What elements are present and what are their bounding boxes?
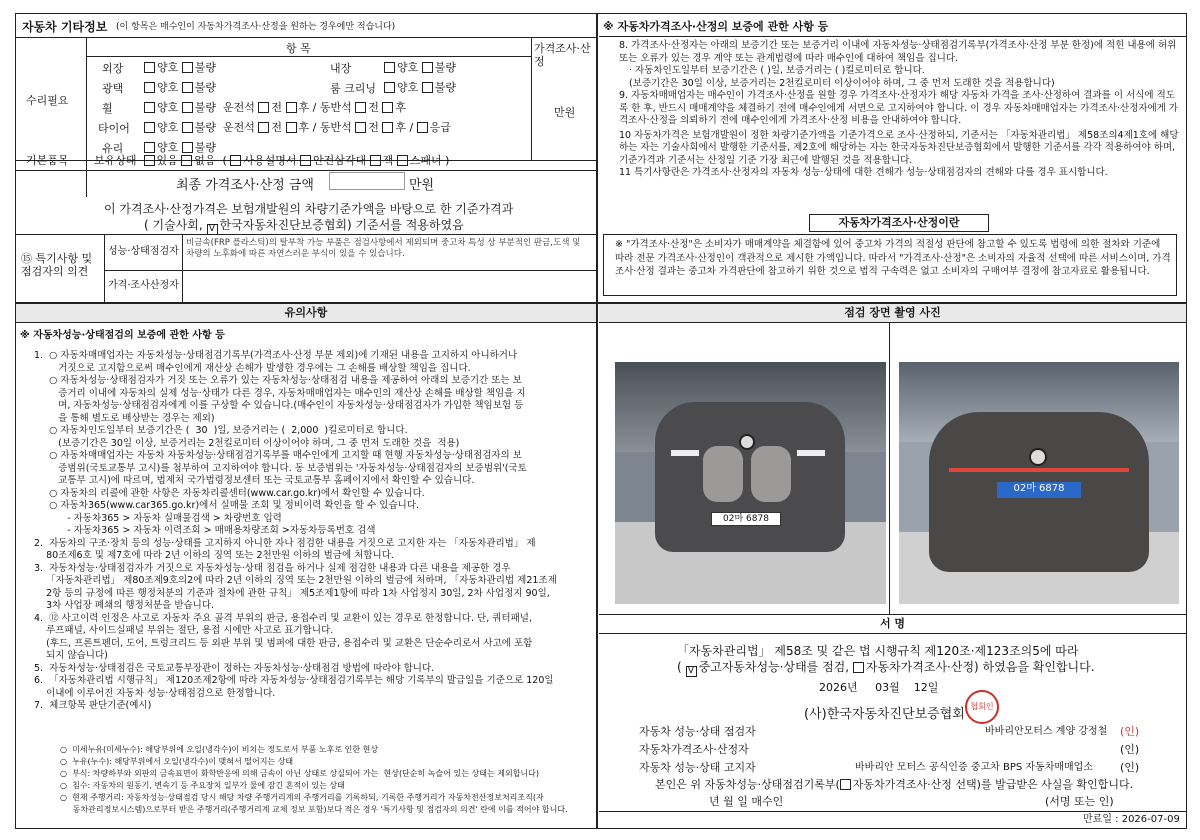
notice-line: - 자동차365 > 자동차 이력조회 > 매매용차량조회 >자동차등록번호 검색 bbox=[34, 525, 376, 536]
notice-line: (후드, 프론트펜더, 도어, 트렁크리드 등 외판 부위 및 범퍼에 대한 판금, 용접수리 및 교환은 단순수리로서 사고에 포함 bbox=[34, 637, 533, 649]
notice-line: ○ 자동차인도일부터 보증기간은 ( 30 )일, 보증거리는 ( 2,000 )킬로미터로 합니다. bbox=[34, 425, 408, 436]
misc-title: 자동차 기타정보 bbox=[22, 20, 108, 34]
border-right bbox=[1186, 13, 1187, 829]
gloss-options[interactable]: 양호 불량 bbox=[144, 81, 216, 94]
final-price-input[interactable] bbox=[329, 172, 405, 190]
org-stamp: 협회인 bbox=[965, 690, 999, 724]
row-notifier-value: 바바리안 모터스 공식인증 중고차 BPS 자동차매매업소 bbox=[855, 762, 1093, 773]
row-inspector-value: 바바리안모터스 계양 강정철 bbox=[985, 726, 1108, 737]
notice-line: 이내에 이루어진 자동차 성능·상태점검으로 한정합니다. bbox=[34, 687, 276, 699]
final-price-unit: 만원 bbox=[409, 178, 435, 193]
notice-line: 거짓으로 고지함으로써 매수인에게 재산상 손해가 발생한 경우에는 그 손해를 배상할 책임을 집니다. bbox=[34, 362, 471, 374]
signature-section bbox=[599, 614, 1186, 828]
org-name: (사)한국자동차진단보증협회 bbox=[804, 707, 965, 722]
col-item-header: 항 목 bbox=[286, 42, 311, 55]
row-gloss: 광택 양호 불량 룸 크리닝 양호 불량 bbox=[102, 81, 457, 95]
row-notifier-label: 자동차 성능·상태 고지자 bbox=[639, 761, 756, 774]
definition-title: 자동차가격조사·산정이란 bbox=[809, 214, 989, 232]
misc-title-note: (이 항목은 매수인이 자동차가격조사·산정을 원하는 경우에만 적습니다) bbox=[116, 22, 396, 32]
col-price-header: 가격조사·산정 bbox=[534, 42, 591, 68]
final-price-label: 최종 가격조사·산정 금액 bbox=[176, 178, 314, 193]
notice-line: 6. 「자동차관리법 시행규칙」 제120조제2항에 따라 자동차성능·상태점검기록부는 해당 기록부의 발급일을 기준으로 120일 bbox=[34, 675, 554, 686]
notice-line: 증범위(국토교통부 고시)를 첨부하여 고지하여야 합니다. 동 보증범위는 '자동차성능·상태점검자의 보증범위'(국토 bbox=[34, 462, 527, 474]
row-inspector-seal: (인) bbox=[1120, 725, 1140, 738]
glass-options[interactable]: 양호 불량 bbox=[144, 141, 216, 154]
front-plate: 02마 6878 bbox=[711, 512, 781, 526]
row-pricer-seal: (인) bbox=[1120, 743, 1140, 756]
row-wheel: 휠 양호 불량 운전석 전 후 / 동반석 전 후 bbox=[102, 101, 406, 115]
row-pricer-label: 자동차가격조사·산정자 bbox=[639, 743, 749, 756]
notice-line: ○ 자동차성능·상태점검자가 거짓 또는 오류가 있는 자동차성능·상태점검 내용을 제공하여 아래의 보증기간 또는 보 bbox=[34, 375, 522, 386]
notice-line: 1. ○ 자동차매매업자는 자동차성능·상태점검기록부(가격조사·산정 부분 제외)에 기재된 내용을 고지하지 아니하거나 bbox=[34, 350, 518, 361]
notice-line: ○ 자동차매매업자는 자동차 자동차성능·상태점검기록부를 매수인에게 고지할 때 현행 자동차성능·상태점검자의 보 bbox=[34, 450, 522, 461]
price-warranty-items: 8. 가격조사·산정자는 아래의 보증기간 또는 보증거리 이내에 자동차성능·상태점검기록부(가격조사·산정 부분 한정)에 적힌 내용에 허위 또는 오류가 있는 경우 계약 또는 관계법령에 따라 매수인에 대하여 책임을 집니다. · 자동차인도일부터 보증기간은 ( )일, 보증거리는 ( )킬로미터로 합니다. (보증기간은 30일 이상, 보증거리는 2천킬로미터 이상이어야 하며, 그 중 먼저 도래한 것을 적용합니다) 9. 자동차매매업자는 매수인이 가격조사·산정을 원할 경우 가격조사·산정자가 해당 자동차 가격을 조사·산정하여 결과를 이 서식에 적도록 한 후, 반드시 매매계약을 체결하기 전에 매수인에게 서면으로 고지하여야 합니다. 이 경우 자동차매매업자는 가격조사·산정자에게 가격조사·산정을 의뢰하기 전에 매수인에게 가격조사·산정 비용을 안내하여야 합니다. 10 자동차가격은 보험개발원이 정한 차량기준가액을 기준가격으로 조사·산정하되, 기준서는 「자동차관리법」 제58조의4제1호에 해당하는 자는 기술사회에서 발행한 기준서를, 제2호에 해당하는 자는 한국자동차진단보증협회에서 발행한 기준서를 각각 적용하여야 하며, 기준가격과 기준서는 산정일 기준 가장 최근에 발행된 것을 적용합니다. 11 특기사항란은 가격조사·산정자의 자동차 성능·상태에 대한 견해가 성능·상태점검자의 견해와 다를 경우 표시합니다. bbox=[619, 40, 1179, 178]
notice-line: - 자동차365 > 자동차 실매물검색 > 차량번호 입력 bbox=[34, 512, 282, 524]
criteria-lines bbox=[60, 744, 596, 816]
price-unit: 만원 bbox=[554, 106, 576, 119]
notice-line: ○ 자동차365(www.car365.go.kr)에서 실매물 조회 및 정비이력 확인을 할 수 있습니다. bbox=[34, 500, 420, 511]
notice-lines bbox=[34, 350, 594, 713]
price-warranty-title: ※ 자동차가격조사·산정의 보증에 관한 사항 등 bbox=[603, 20, 829, 33]
notice-line: ○ 자동차의 리콜에 관한 사항은 자동차리콜센터(www.car.go.kr)에서 확인할 수 있습니다. bbox=[34, 487, 425, 499]
repair-rows bbox=[94, 59, 531, 159]
perf-checker-label: 성능·상태점검자 bbox=[108, 246, 179, 257]
photo-title: 점검 장면 촬영 사진 bbox=[599, 304, 1186, 322]
criteria-line: ○ 현재 주행거리: 자동차성능·상태점검 당시 해당 차량 주행거리계의 주행거리를 기록하되, 기록한 주행거리가 자동차전산정보처리조직(자 bbox=[60, 793, 544, 802]
notice-line: 2. 자동차의 구조·장치 등의 성능·상태를 고지하지 아니한 자나 점검한 내용을 거짓으로 고지한 자는 「자동차관리법」 제 bbox=[34, 537, 536, 549]
exterior-options[interactable]: 양호 불량 bbox=[144, 61, 216, 74]
photo-section bbox=[599, 304, 1186, 614]
criteria-line: ○ 누유(누수): 해당부위에서 오일(냉각수)이 맺혀서 떨어지는 상태 bbox=[60, 757, 294, 766]
border-bottom bbox=[15, 828, 1187, 829]
notice-line: 을 통해 별도로 배상받는 경우는 제외) bbox=[34, 412, 215, 424]
notice-title: 유의사항 bbox=[16, 304, 596, 322]
notice-line: 며, 자동차성능·상태점검자에게 이를 구상할 수 있습니다.(매수인이 자동차성능·상태점검자가 가입한 책임보험 등 bbox=[34, 400, 524, 411]
sign-date: 2026년 03월 12일 bbox=[819, 681, 939, 694]
rear-car-photo bbox=[899, 362, 1179, 604]
definition-text: ※ "가격조사·산정"은 소비자가 매매계약을 체결함에 있어 중고차 가격의 적절성 판단에 참고할 수 있도록 법령에 의한 절차와 기준에 따라 전문 가격조사·산정인이 객관적으로 제시한 가액입니다. 따라서 "가격조사·산정"은 소비자의 자율적 선택에 따른 서비스이며, 가격조사·산정 결과는 중고차 가격판단에 참고하기 위한 것으로 법적 구속력은 없고 소비자의 구매여부 결정에 참고자료로 활용됩니다. bbox=[615, 239, 1171, 277]
buyer-sign-note: (서명 또는 인) bbox=[1045, 795, 1114, 808]
notice-line: 3차 사업장 폐쇄의 행정처분을 받습니다. bbox=[34, 600, 215, 611]
wheel-options[interactable]: 양호 불량 운전석 전 후 / 동반석 전 후 bbox=[144, 101, 406, 114]
center-divider bbox=[596, 13, 598, 829]
criteria-line: ○ 침수: 자동차의 원동기, 변속기 등 주요장치 일부가 물에 잠긴 흔적이 있는 상태 bbox=[60, 781, 345, 790]
notice-line: 교통부 고시)에 따르며, 법제처 국가법령정보센터 또는 국토교통부 홈페이지에서 확인할 수 있습니다. bbox=[34, 475, 475, 486]
front-car-photo bbox=[615, 362, 886, 604]
basic-options[interactable]: 보유상태 있음 없음 ( 사용설명서 안전삼각대 잭 스패너 ) bbox=[94, 154, 450, 167]
basic-label: 기본품목 bbox=[26, 154, 69, 167]
notice-line: 되지 않습니다) bbox=[34, 650, 108, 661]
receipt-line: 본인은 위 자동차성능·상태점검기록부( 자동차가격조사·산정 선택)를 발급받은 사실을 확인합니다. bbox=[655, 778, 1134, 791]
interior-options[interactable]: 양호 불량 bbox=[384, 61, 456, 74]
notice-line: 80조제6호 및 제7호에 따라 2년 이하의 징역 또는 2천만원 이하의 벌금에 처합니다. bbox=[34, 550, 394, 561]
notice-line: 7. 체크항목 판단기준(예시) bbox=[34, 700, 152, 711]
notice-line: 「자동차관리법」 제80조제9호의2에 따라 2년 이하의 징역 또는 2천만원 이하의 벌금에 처하며, 「자동차관리법 제21조제 bbox=[34, 575, 557, 586]
row-tire: 타이어 양호 불량 운전석 전 후 / 동반석 전 후 / 응급 bbox=[98, 121, 451, 135]
notice-subtitle: ※ 자동차성능·상태점검의 보증에 관한 사항 등 bbox=[20, 330, 225, 341]
expiry-date: 만료일 : 2026-07-09 bbox=[1083, 814, 1180, 825]
notice-line: 4. ⑫ 사고이력 인정은 사고로 자동차 주요 골격 부위의 판금, 용접수리 및 교환이 있는 경우로 한정합니다. 단, 쿼터패널, bbox=[34, 612, 532, 624]
buyer-date-line: 년 월 일 매수인 bbox=[709, 795, 784, 808]
notice-line: 5. 자동차성능·상태점검은 국토교통부장관이 정하는 자동차성능·상태점검 방법에 따라야 합니다. bbox=[34, 662, 435, 674]
notice-line: 2항 등의 규정에 따른 행정처분의 기준과 절차에 관한 규칙」 제5조제1항에 따라 1차 사업정지 30일, 2차 사업정지 90일, bbox=[34, 587, 550, 599]
row-notifier-seal: (인) bbox=[1120, 761, 1140, 774]
row-exterior: 외장 양호 불량 내장 양호 불량 bbox=[102, 61, 457, 75]
basis-line1: 이 가격조사·산정가격은 보험개발원의 차량기준가액을 바탕으로 한 기준가격과 bbox=[104, 202, 514, 216]
perf-checker-text: 비금속(FRP 플라스틱)의 탈부착 가능 부품은 점검사항에서 제외되며 중고차 특성 상 부분적인 판금,도색 및 차량의 노후화에 따른 자연스러운 부식이 있을 수 있습니다. bbox=[186, 238, 581, 259]
basis-line2: ( 기술사회, V 한국자동차진단보증협회) 기준서를 적용하였음 bbox=[144, 218, 464, 234]
repair-label: 수리필요 bbox=[26, 94, 69, 107]
row-glass: 유리 양호 불량 bbox=[102, 141, 217, 155]
room-cleaning-options[interactable]: 양호 불량 bbox=[384, 81, 456, 94]
tire-options[interactable]: 양호 불량 운전석 전 후 / 동반석 전 후 / 응급 bbox=[144, 121, 451, 134]
special-label: ⑮ 특기사항 및 점검자의 의견 bbox=[21, 252, 93, 278]
notice-section bbox=[16, 304, 596, 828]
price-warranty-section bbox=[599, 14, 1186, 302]
notice-line: (보증기간은 30일 이상, 보증거리는 2천킬로미터 이상이어야 하며, 그 중 먼저 도래한 것을 적용) bbox=[34, 437, 460, 449]
criteria-line: 동차관리정보시스템)으로부터 받은 주행거리(주행거리계 교체 정보 포함)보다 적은 경우 '특기사항 및 점검자의 의견' 란에 이를 적어야 합니다. bbox=[60, 805, 568, 814]
signature-line1: 「자동차관리법」 제58조 및 같은 법 시행규칙 제120조·제123조의5에 따라 bbox=[677, 644, 1079, 658]
signature-title: 서 명 bbox=[599, 615, 1186, 633]
notice-line: 루프패널, 사이드실패널 부위는 절단, 용접 시에만 사고로 표기합니다. bbox=[34, 625, 334, 636]
criteria-line: ○ 부식: 차량하부와 외판의 금속표면이 화학반응에 의해 금속이 아닌 상태로 상실되어 가는 현상(단순히 녹슬어 있는 상태는 제외합니다) bbox=[60, 769, 539, 778]
signature-line2: ( V 중고자동차성능·상태를 점검, 자동차가격조사·산정) 하였음을 확인합니다. bbox=[677, 660, 1095, 676]
criteria-line: ○ 미세누유(미세누수): 해당부위에 오일(냉각수)이 비치는 정도로서 부품 노후로 인한 현상 bbox=[60, 745, 379, 754]
row-inspector-label: 자동차 성능·상태 점검자 bbox=[639, 725, 756, 738]
notice-line: 3. 자동차성능·상태점검자가 거짓으로 자동차성능·상태 점검을 하거나 실제 점검한 내용과 다른 내용을 제공한 경우 bbox=[34, 562, 511, 574]
price-checker-label: 가격·조사산정자 bbox=[108, 280, 179, 291]
misc-info-section bbox=[16, 14, 596, 302]
rear-plate: 02마 6878 bbox=[997, 482, 1081, 498]
notice-line: 증거리 이내에 자동차의 실제 성능·상태가 다른 경우, 자동차매매업자는 매수인의 재산상 손해를 배상할 책임을 지 bbox=[34, 387, 526, 399]
